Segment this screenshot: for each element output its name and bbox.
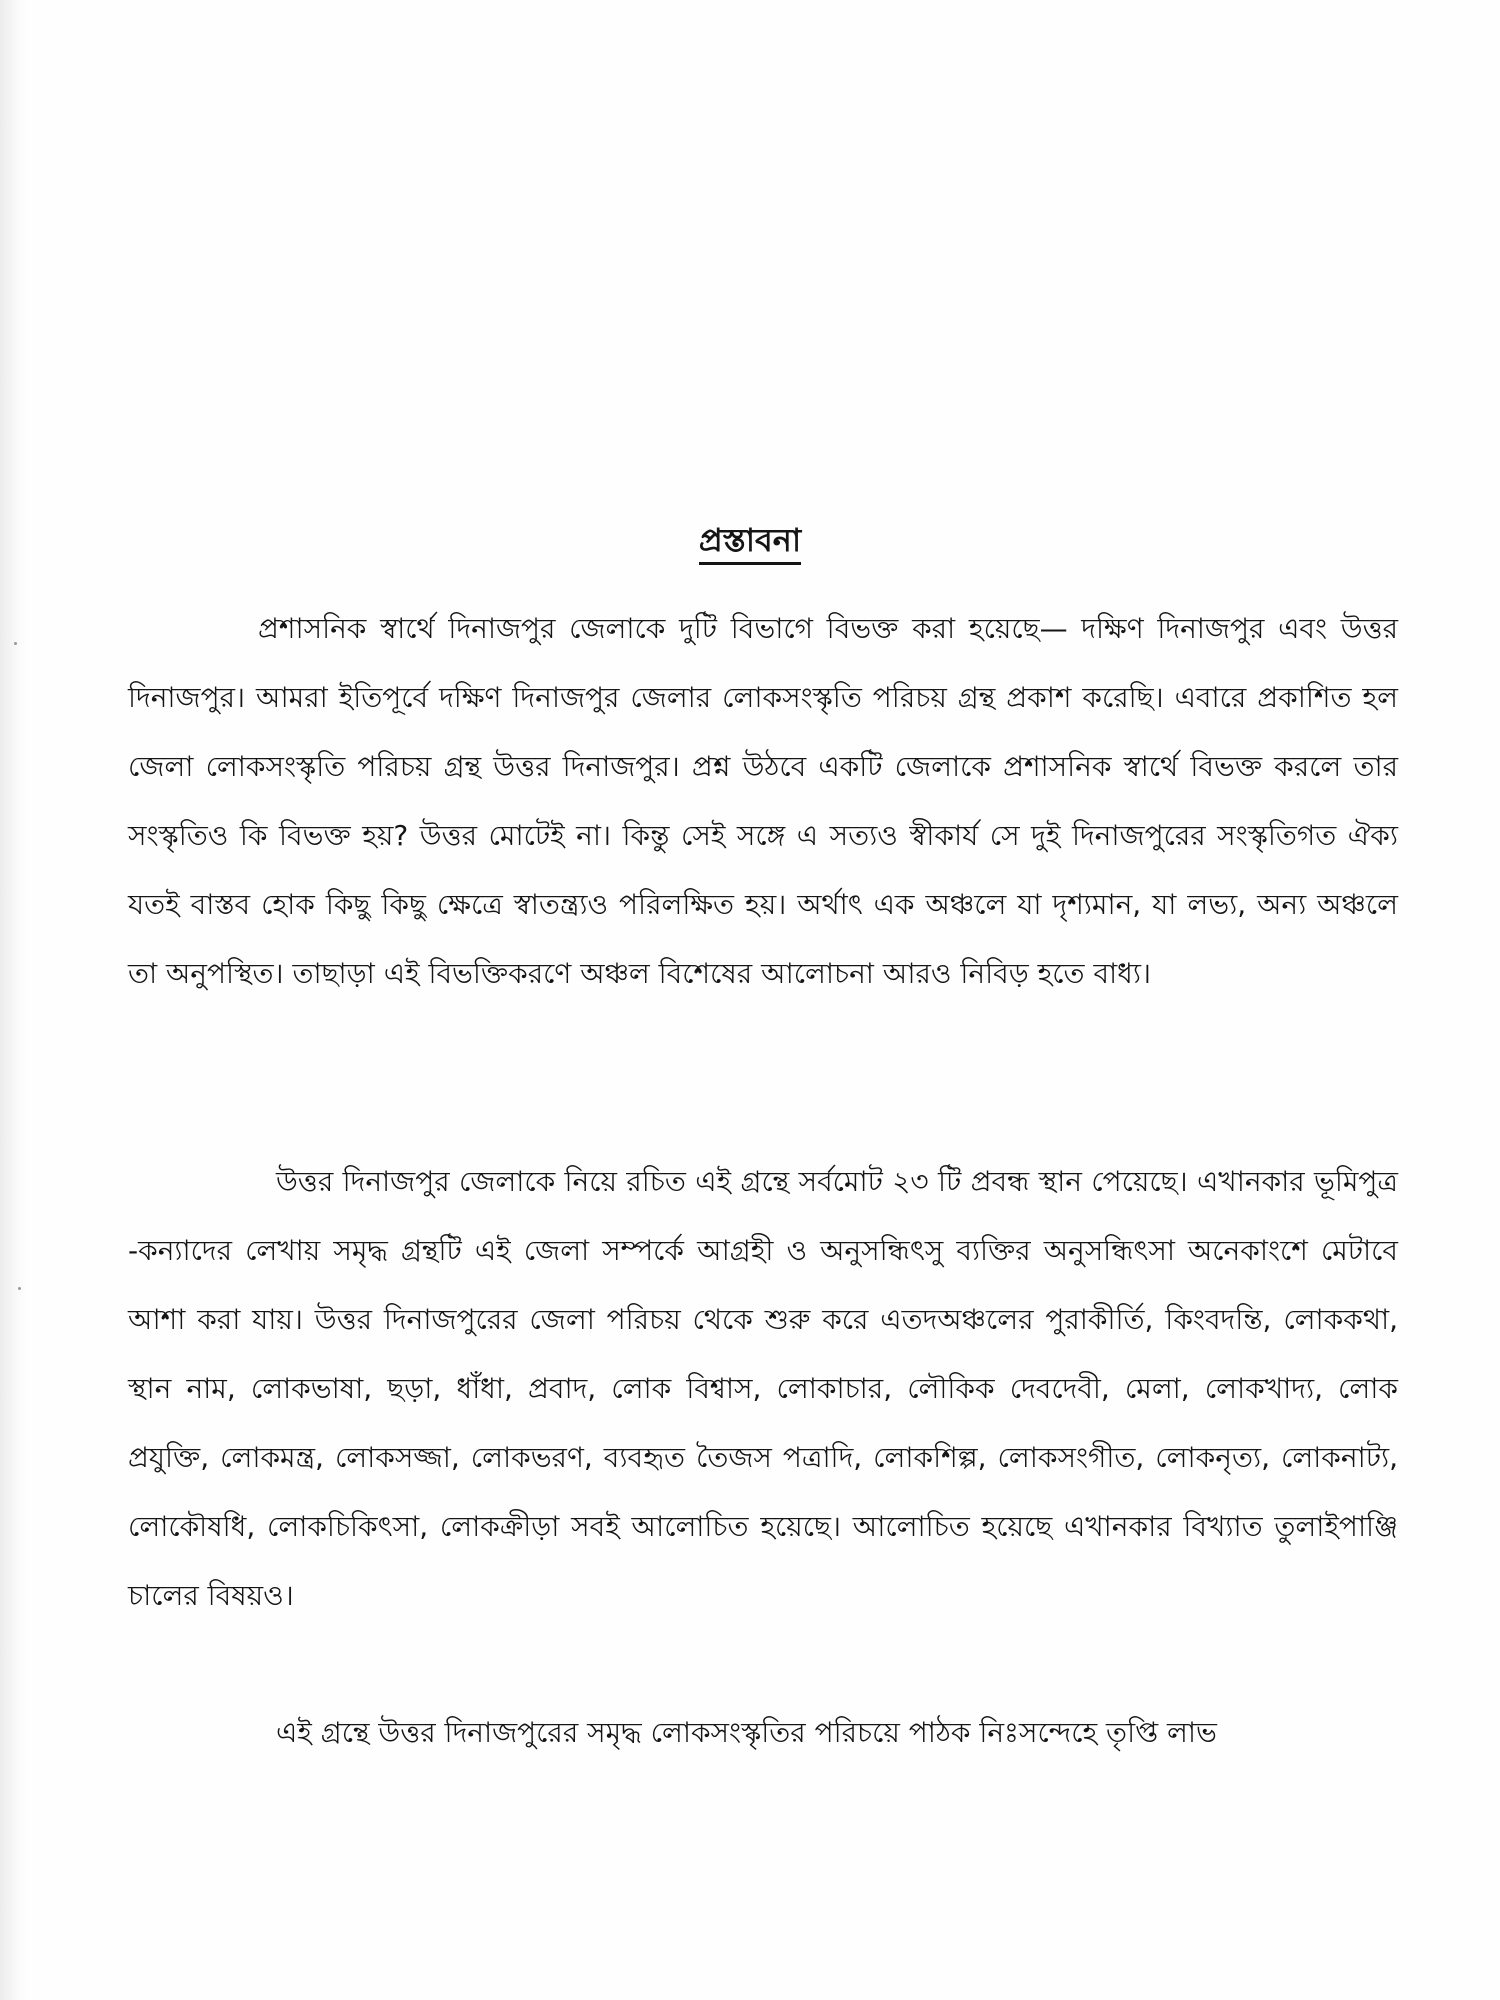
paragraph-2-block: [128, 1147, 1398, 1630]
paragraph-1-block: [128, 594, 1398, 1008]
document-title-wrapper: [0, 520, 1500, 560]
paragraph-3-block: [128, 1698, 1398, 1767]
scan-speck: [18, 1287, 21, 1290]
document-title: প্রস্তাবনা: [699, 521, 801, 565]
scan-speck: [14, 642, 17, 645]
paragraph-3: এই গ্রন্থে উত্তর দিনাজপুরের সমৃদ্ধ লোকসংস্কৃতির পরিচয়ে পাঠক নিঃসন্দেহে তৃপ্তি লাভ: [276, 1716, 1217, 1749]
paragraph-1: প্রশাসনিক স্বার্থে দিনাজপুর জেলাকে দুটি বিভাগে বিভক্ত করা হয়েছে— দক্ষিণ দিনাজপুর এবং উত্তর দিনাজপুর। আমরা ইতিপূর্বে দক্ষিণ দিনাজপুর জেলার লোকসংস্কৃতি পরিচয় গ্রন্থ প্রকাশ করেছি। এবারে প্রকাশিত হল জেলা লোকসংস্কৃতি পরিচয় গ্রন্থ উত্তর দিনাজপুর। প্রশ্ন উঠবে একটি জেলাকে প্রশাসনিক স্বার্থে বিভক্ত করলে তার সংস্কৃতিও কি বিভক্ত হয়? উত্তর মোটেই না। কিন্তু সেই সঙ্গে এ সত্যও স্বীকার্য সে দুই দিনাজপুরের সংস্কৃতিগত ঐক্য যতই বাস্তব হোক কিছু কিছু ক্ষেত্রে স্বাতন্ত্র্যও পরিলক্ষিত হয়। অর্থাৎ এক অঞ্চলে যা দৃশ্যমান, যা লভ্য, অন্য অঞ্চলে তা অনুপস্থিত। তাছাড়া এই বিভক্তিকরণে অঞ্চল বিশেষের আলোচনা আরও নিবিড় হতে বাধ্য।: [128, 612, 1398, 990]
scan-shadow-edge: [0, 0, 28, 2000]
paragraph-2: উত্তর দিনাজপুর জেলাকে নিয়ে রচিত এই গ্রন্থে সর্বমোট ২৩ টি প্রবন্ধ স্থান পেয়েছে। এখানকার ভূমিপুত্র -কন্যাদের লেখায় সমৃদ্ধ গ্রন্থটি এই জেলা সম্পর্কে আগ্রহী ও অনুসন্ধিৎসু ব্যক্তির অনুসন্ধিৎসা অনেকাংশে মেটাবে আশা করা যায়। উত্তর দিনাজপুরের জেলা পরিচয় থেকে শুরু করে এতদঅঞ্চলের পুরাকীর্তি, কিংবদন্তি, লোককথা, স্থান নাম, লোকভাষা, ছড়া, ধাঁধা, প্রবাদ, লোক বিশ্বাস, লোকাচার, লৌকিক দেবদেবী, মেলা, লোকখাদ্য, লোক প্রযুক্তি, লোকমন্ত্র, লোকসজ্জা, লোকভরণ, ব্যবহৃত তৈজস পত্রাদি, লোকশিল্প, লোকসংগীত, লোকনৃত্য, লোকনাট্য, লোকৌষধি, লোকচিকিৎসা, লোকক্রীড়া সবই আলোচিত হয়েছে। আলোচিত হয়েছে এখানকার বিখ্যাত তুলাইপাঞ্জি চালের বিষয়ও।: [128, 1165, 1398, 1612]
